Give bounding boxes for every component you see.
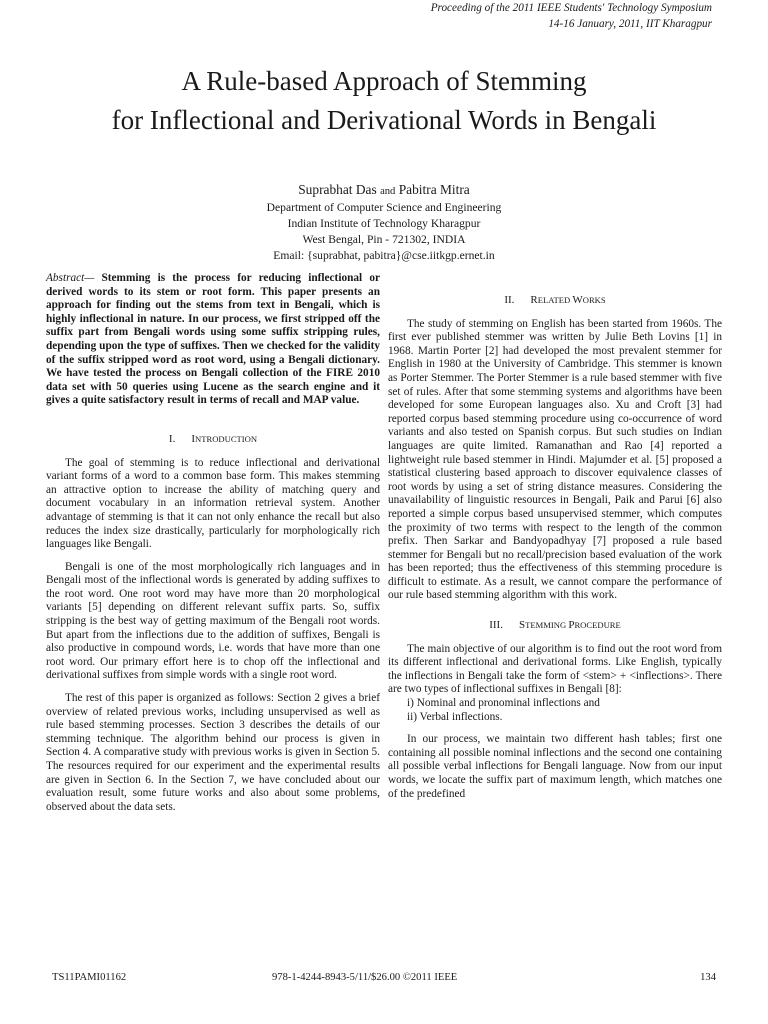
conference-name: Proceeding of the 2011 IEEE Students' Technology Symposium — [430, 2, 712, 14]
section-title-rest: ELATED — [537, 295, 573, 305]
affiliation — [80, 200, 688, 264]
inflection-type-item: ii) Verbal inflections. — [407, 710, 503, 723]
section-title-initial-2: P — [568, 619, 575, 632]
intro-paragraph: Bengali is one of the most morphologically rich languages and in Bengali most of the inflectional words is generated by adding suffixes to the root word. One root word may have more than 20 morphological variants [5] depending on different relevant suffix parts. So, suffix stripping is the best way of getting maximum of the Bengali root words. But apart from the inflections due to the addition of suffixes, Bengali is also productive in compound words, i.e. words that have more than one root word. Our primary effort here is to chop off the inflectional and derivational suffixes from simple words with a single root word. — [46, 560, 380, 682]
affiliation-institute: Indian Institute of Technology Kharagpur — [287, 217, 481, 230]
section-number: II. — [504, 294, 515, 306]
paper-title — [40, 62, 728, 140]
section-title-rest-2: ORKS — [582, 295, 606, 305]
section-heading-introduction — [46, 433, 380, 447]
title-line-2: for Inflectional and Derivational Words in Bengali — [111, 105, 657, 135]
title-line-1: A Rule-based Approach of Stemming — [181, 66, 587, 96]
abstract-label: Abstract— — [46, 272, 95, 284]
right-column — [388, 272, 722, 801]
section-title-initial: S — [518, 619, 526, 632]
stemming-paragraph: The main objective of our algorithm is to find out the root word from its different inflectional and derivational forms. Like English, typically the inflections in Bengali take the form of <stem> + <inflections>. There are two types of inflectional suffixes in Bengali [8]: — [388, 642, 722, 696]
section-title-rest-2: ROCEDURE — [574, 620, 621, 631]
affiliation-address: West Bengal, Pin - 721302, INDIA — [302, 233, 466, 246]
section-title-initial-2: W — [572, 294, 583, 306]
abstract-text: Stemming is the process for reducing inflectional or derived words to its stem or root form. This paper presents an approach for finding out the stems from text in Bengali, which is highly inflectional in nature. In our process, we first stripped off the suffix part from Bengali words using some suffix stripping rules, depending upon the type of suffixes. Then we checked for the validity of the suffix stripped word as root word, using a Bengali dictionary. We have tested the process on Bengali collection of the FIRE 2010 data set with 50 queries using Lucene as the search engine and it gives a quite satisfactory result in terms of recall and MAP value. — [46, 272, 380, 407]
conference-header — [292, 0, 712, 32]
inflection-type-item: i) Nominal and pronominal inflections and — [407, 697, 600, 710]
related-works-paragraph: The study of stemming on English has been started from 1960s. The first ever published stemmer was written by Julie Beth Lovins [1] in 1968. Martin Porter [2] had developed the most prevalent stemmer for English in 1980 at the University of Cambridge. This stemmer is known as Porter Stemmer. The Porter Stemmer is a rule based stemmer with five set of rules. After that some stemming systems and algorithms have been developed for some European languages also. Xu and Croft [3] had reported corpus based stemming procedure using co-occurrence of word variants and also tested on Spanish corpus. But such studies on Indian languages are quite limited. Ramanathan and Rao [4] reported a lightweight rule based stemmer in Hindi. Majumder et al. [5] proposed a statistical clustering based approach to discover equivalence classes of root words by using a set of string distance measures. Considering the unavailability of linguistic resources in Bengali, Paik and Parui [6] also reported a simple corpus based unsupervised stemmer, which computes the proximity of two terms with respect to the length of the common prefix. Then Sarkar and Bandyopadhyay [7] proposed a rule based stemmer for Bengali but no recall/precision based evaluation of the work has been reported; thus the effectiveness of this stemming procedure is difficult to estimate. As a result, we cannot compare the performance of our rule based stemming algorithm with this work. — [388, 317, 722, 602]
author-1: Suprabhat Das — [298, 182, 377, 197]
section-number: I. — [168, 432, 176, 445]
conference-date: 14-16 January, 2011, IIT Kharagpur — [548, 18, 712, 30]
copyright-notice: 978-1-4244-8943-5/11/$26.00 ©2011 IEEE — [272, 972, 458, 983]
stemming-paragraph: In our process, we maintain two different hash tables; first one containing all possible nominal inflections and the second one containing all possible verbal inflections for Bengali language. Now from our input words, we locate the suffix part of maximum length, which matches one of the predefined — [388, 733, 722, 800]
intro-paragraph: The goal of stemming is to reduce inflectional and derivational variant forms of a word to a common base form. This makes stemming an attractive option to increase the ability of matching query and document vocabulary in an information retrieval system. Another advantage of stemming is that it can not only enhance the recall but also reduces the index size drastically, particularly for morphologically rich languages like Bengali. — [46, 456, 380, 551]
section-title-initial: R — [530, 294, 538, 306]
section-heading-stemming-procedure — [388, 619, 722, 633]
affiliation-department: Department of Computer Science and Engineering — [266, 201, 502, 214]
section-heading-related-works — [388, 294, 722, 308]
author-list — [80, 181, 688, 201]
author-conjunction: and — [380, 186, 396, 197]
section-title-rest: TEMMING — [525, 620, 569, 631]
intro-paragraph: The rest of this paper is organized as follows: Section 2 gives a brief overview of related previous works, including unsupervised as well as rule based stemming processes. Section 3 describes the details of our stemming technique. The algorithm behind our process is given in Section 4. A comparative study with previous works is given in Section 5. The resources required for our experiment and the experimental results are given in Section 6. In the Section 7, we have concluded about our evaluation result, some future works and also about some problems, observed about the data sets. — [46, 692, 380, 813]
section-number: III. — [489, 619, 503, 632]
author-2: Pabitra Mitra — [398, 182, 470, 197]
section-title-initial: I — [191, 432, 196, 445]
section-title-rest: NTRODUCTION — [195, 433, 258, 444]
abstract — [46, 272, 380, 408]
page-footer — [52, 970, 716, 986]
paper-id: TS11PAMI01162 — [52, 972, 127, 983]
page-number: 134 — [700, 972, 716, 983]
left-column — [46, 272, 380, 814]
affiliation-email: Email: {suprabhat, pabitra}@cse.iitkgp.ernet.in — [273, 249, 495, 262]
